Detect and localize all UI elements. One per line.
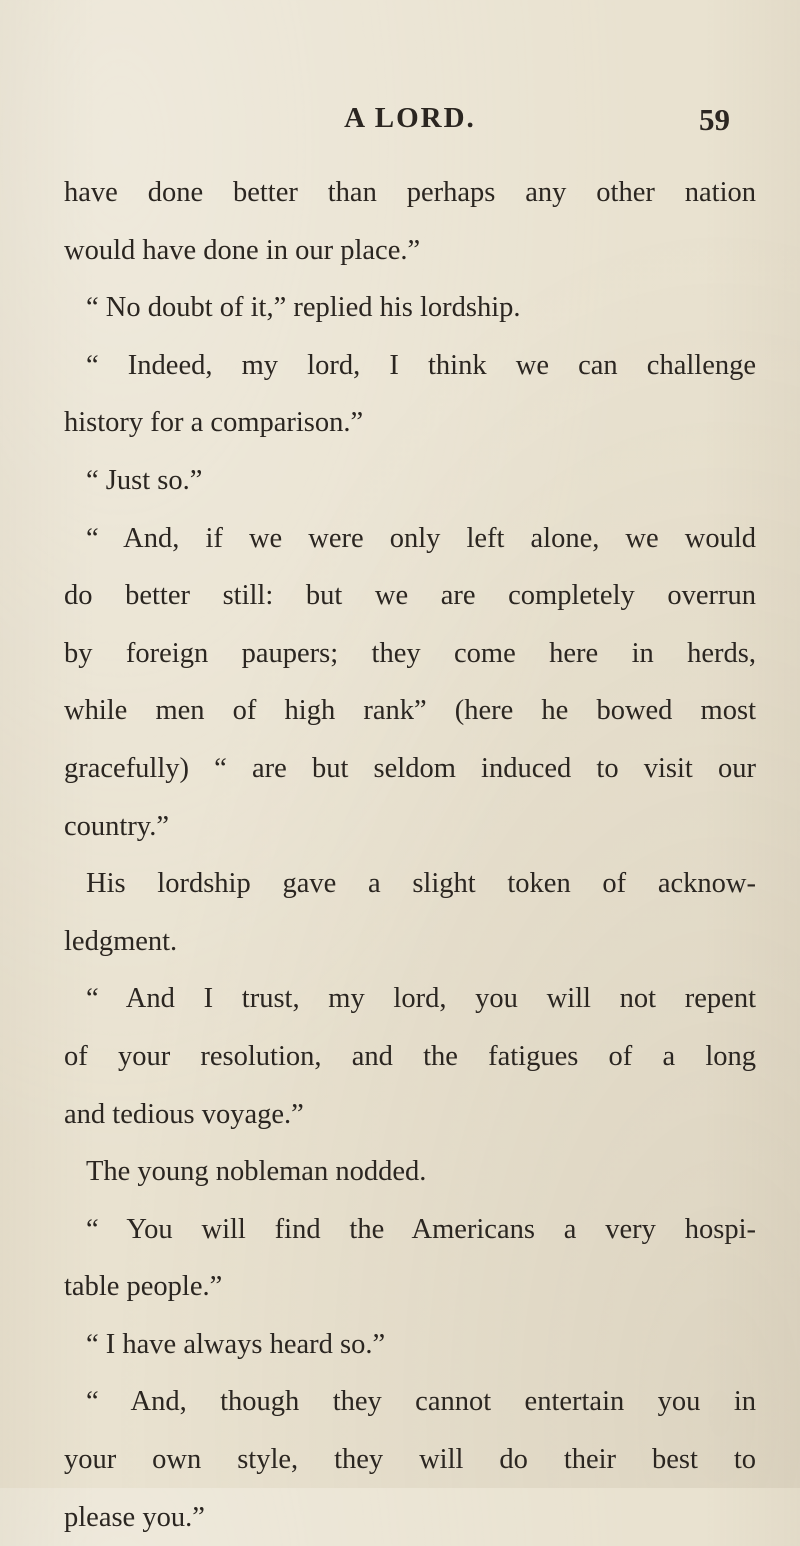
text-line: table people.” (64, 1271, 223, 1303)
text-line: country.” (64, 810, 169, 842)
text-line: “ Just so.” (86, 464, 203, 496)
text-line: “ Indeed, my lord, I think we can challenge (86, 349, 756, 381)
text-line: His lordship gave a slight token of acknow- (86, 868, 756, 900)
text-line: “ And, though they cannot entertain you in (86, 1386, 756, 1418)
running-title: A LORD. (344, 102, 476, 134)
text-line: The young nobleman nodded. (86, 1156, 427, 1188)
body-text (64, 164, 756, 1546)
page-number: 59 (699, 102, 730, 137)
text-line: history for a comparison.” (64, 407, 364, 439)
text-line: “ I have always heard so.” (86, 1328, 386, 1360)
text-line: gracefully) “ are but seldom induced to visit our (64, 752, 756, 784)
text-line: “ And I trust, my lord, you will not repent (86, 983, 756, 1015)
text-line: “ You will find the Americans a very hospi- (86, 1213, 756, 1245)
text-line: ledgment. (64, 925, 178, 957)
text-line: “ No doubt of it,” replied his lordship. (86, 292, 521, 324)
text-line: please you.” (64, 1501, 205, 1533)
text-line: would have done in our place.” (64, 234, 421, 266)
text-line: and tedious voyage.” (64, 1098, 304, 1130)
text-line: while men of high rank” (here he bowed most (64, 695, 756, 727)
text-line: by foreign paupers; they come here in herds, (64, 637, 756, 669)
text-line: your own style, they will do their best to (64, 1444, 756, 1476)
text-line: “ And, if we were only left alone, we would (86, 522, 756, 554)
text-line: of your resolution, and the fatigues of a long (64, 1040, 756, 1072)
text-line: do better still: but we are completely overrun (64, 580, 756, 612)
text-line: have done better than perhaps any other nation (64, 177, 756, 208)
running-head (64, 102, 756, 142)
